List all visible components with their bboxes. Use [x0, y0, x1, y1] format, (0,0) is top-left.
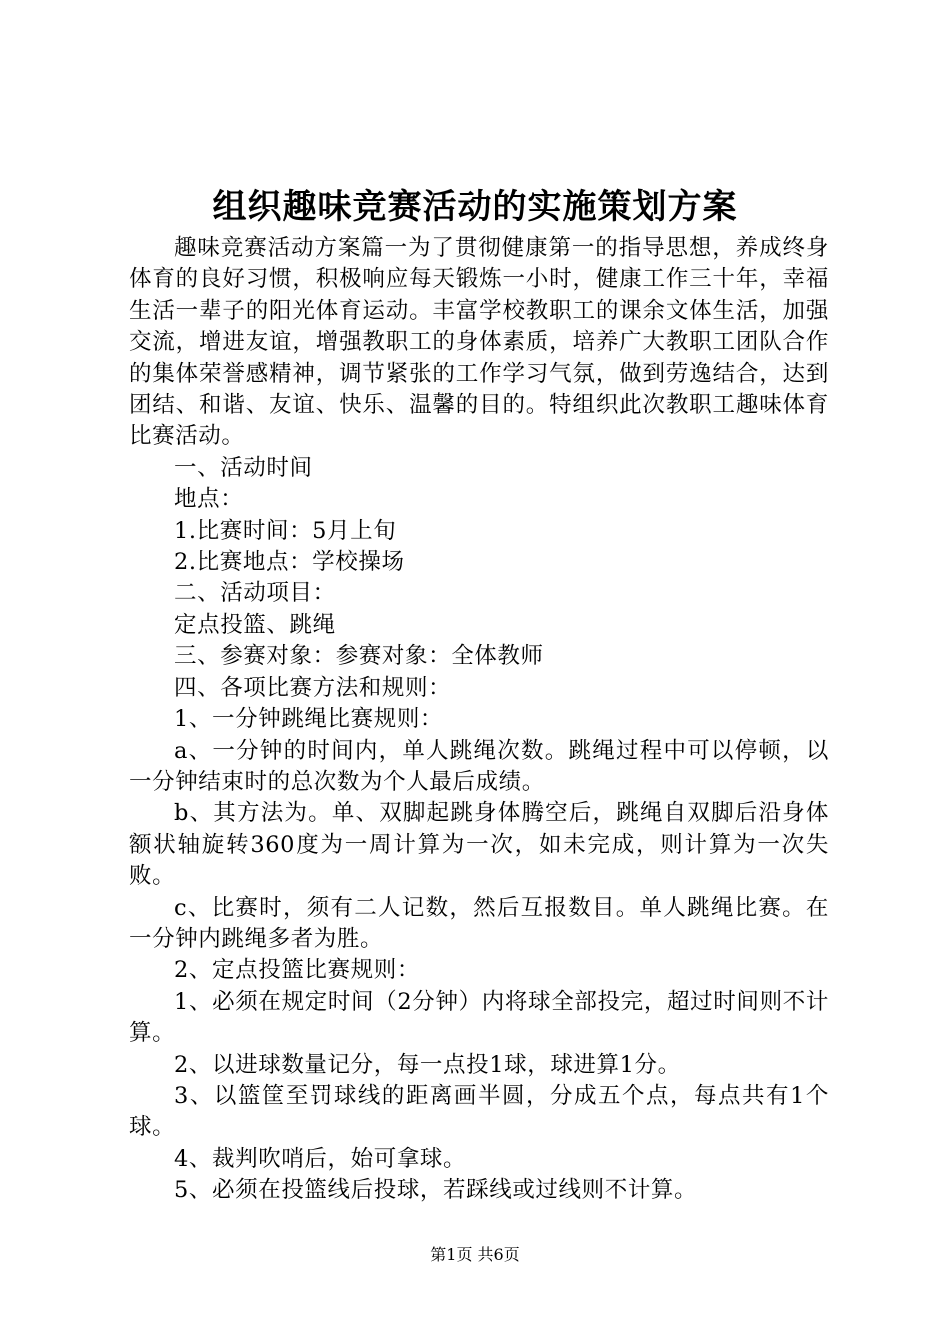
- paragraph: 4、裁判吹哨后，始可拿球。: [174, 1145, 467, 1172]
- page-footer: 第1页 共6页: [430, 1245, 520, 1264]
- paragraph: 二、活动项目：: [174, 580, 336, 607]
- paragraph: 5、必须在投篮线后投球，若踩线或过线则不计算。: [174, 1177, 698, 1204]
- paragraph: 2、以进球数量记分，每一点投1球，球进算1分。: [174, 1051, 681, 1078]
- paragraph: 1、必须在规定时间（2分钟）内将球全部投完，超过时间则不计算。: [129, 988, 829, 1047]
- paragraph: 3、以篮筐至罚球线的距离画半圆，分成五个点，每点共有1个球。: [129, 1082, 829, 1141]
- paragraph: 趣味竞赛活动方案篇一为了贯彻健康第一的指导思想，养成终身体育的良好习惯，积极响应每天锻炼一小时，健康工作三十年，幸福生活一辈子的阳光体育运动。丰富学校教职工的课余文体生活，加强交流，增进友谊，增强教职工的身体素质，培养广大教职工团队合作的集体荣誉感精神，调节紧张的工作学习气氛，做到劳逸结合，达到团结、和谐、友谊、快乐、温馨的目的。特组织此次教职工趣味体育比赛活动。: [129, 235, 829, 450]
- paragraph: 三、参赛对象：参赛对象：全体教师: [174, 643, 544, 670]
- paragraph: 1.比赛时间：5月上旬: [174, 517, 397, 544]
- paragraph: 定点投篮、跳绳: [174, 611, 336, 638]
- paragraph: c、比赛时，须有二人记数，然后互报数目。单人跳绳比赛。在一分钟内跳绳多者为胜。: [129, 894, 829, 952]
- paragraph: 2.比赛地点：学校操场: [174, 549, 405, 576]
- paragraph: 一、活动时间: [174, 454, 313, 481]
- paragraph: a、一分钟的时间内，单人跳绳次数。跳绳过程中可以停顿，以一分钟结束时的总次数为个人最后成绩。: [129, 737, 829, 795]
- paragraph: 2、定点投篮比赛规则：: [174, 957, 420, 984]
- paragraph: b、其方法为。单、双脚起跳身体腾空后，跳绳自双脚后沿身体额状轴旋转360度为一周计算为一次，如未完成，则计算为一次失败。: [129, 800, 829, 890]
- document-body: [129, 233, 829, 1207]
- paragraph: 四、各项比赛方法和规则：: [174, 674, 452, 701]
- paragraph: 1、一分钟跳绳比赛规则：: [174, 706, 444, 733]
- paragraph: 地点：: [174, 486, 244, 513]
- document-title: 组织趣味竞赛活动的实施策划方案: [212, 187, 738, 227]
